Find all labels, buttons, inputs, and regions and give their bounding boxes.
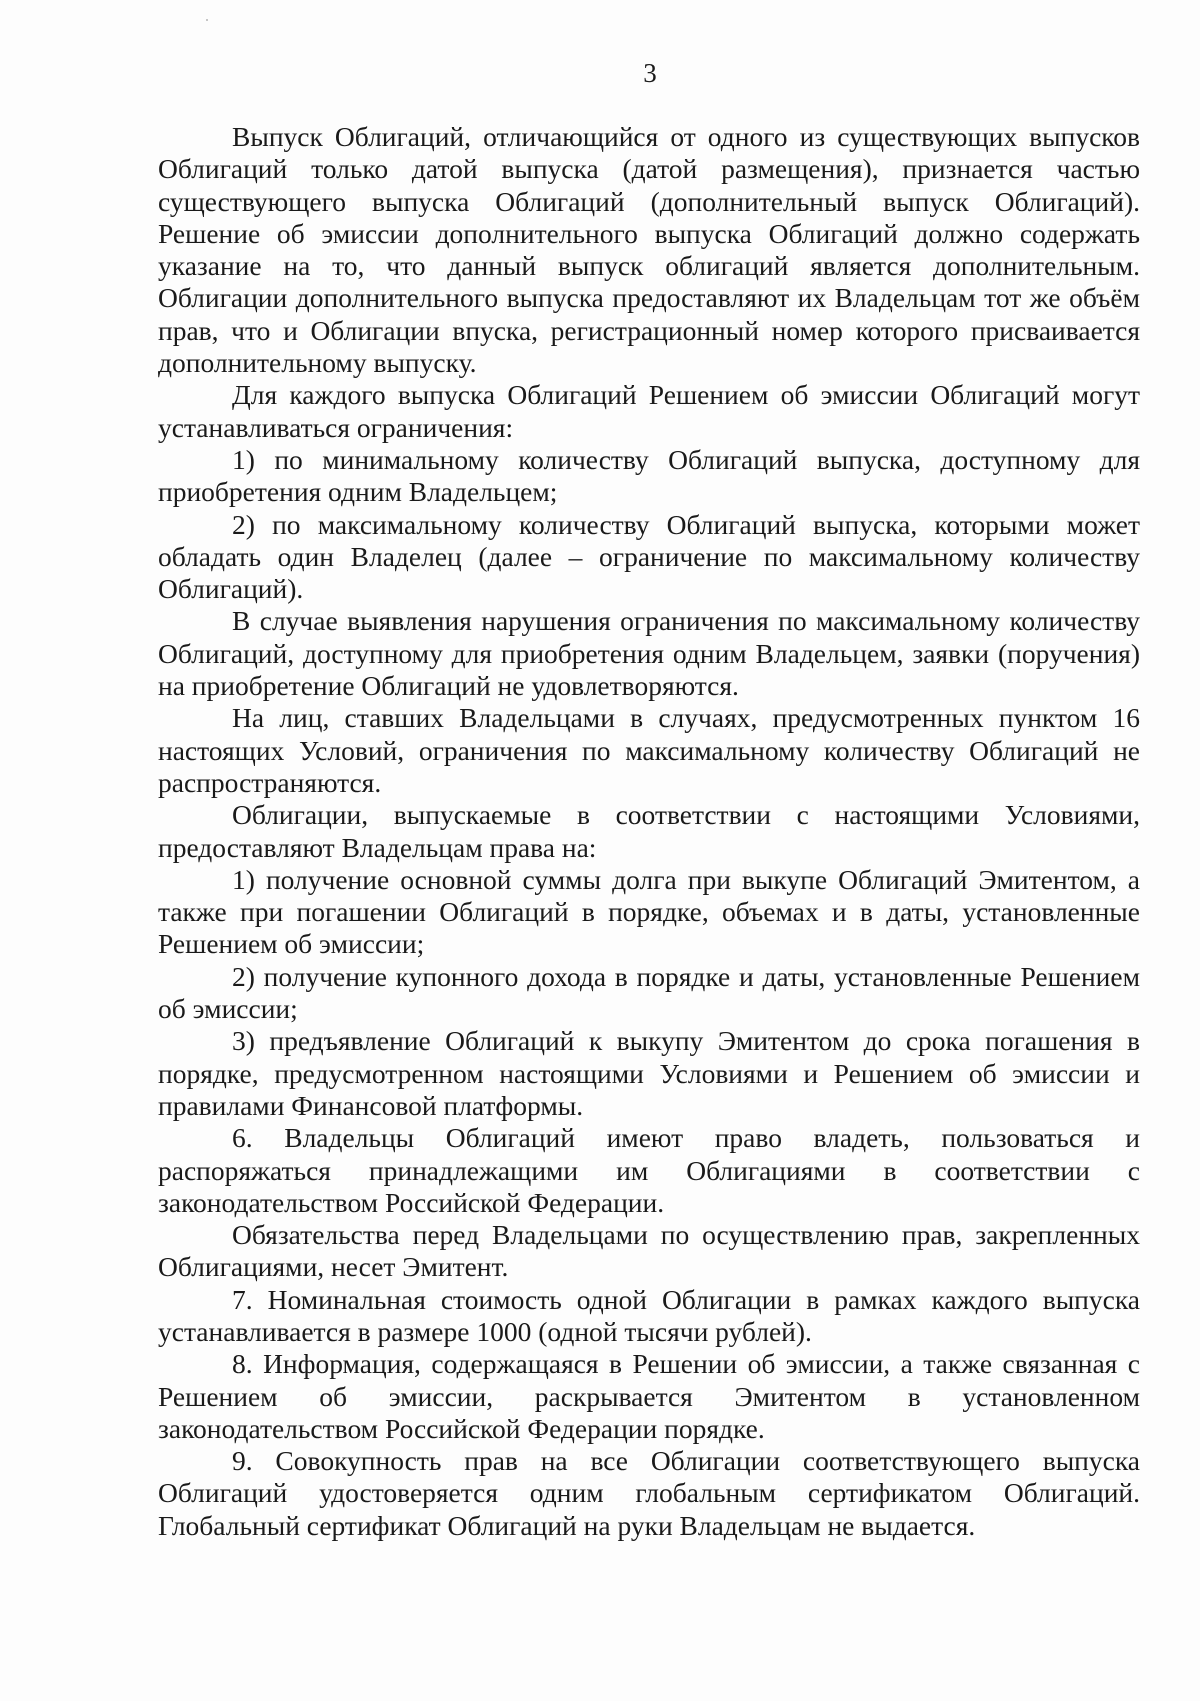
paragraph-restrictions-intro: Для каждого выпуска Облигаций Решением об эмиссии Облигаций могут устанавливаться ограничения:: [158, 379, 1140, 443]
paragraph-violation: В случае выявления нарушения ограничения по максимальному количеству Облигаций, доступному для приобретения одним Владельцем, заявки (поручения) на приобретение Облигаций не удовлетворяются.: [158, 605, 1140, 702]
page-number: 3: [643, 58, 657, 88]
list-item-right-coupon: 2) получение купонного дохода в порядке и даты, установленные Решением об эмиссии;: [158, 960, 1140, 1025]
list-item-restriction-min: 1) по минимальному количеству Облигаций выпуска, доступному для приобретения одним Владельцем;: [158, 443, 1140, 508]
list-item-right-principal: 1) получение основной суммы долга при выкупе Облигаций Эмитентом, а также при погашении Облигаций в порядке, объемах и в даты, установленные Решением об эмиссии;: [158, 863, 1140, 960]
document-body: [158, 121, 1140, 1542]
paragraph-section-9: 9. Совокупность прав на все Облигации соответствующего выпуска Облигаций удостоверяется одним глобальным сертификатом Облигаций. Глобальный сертификат Облигаций на руки Владельцам не выдается.: [158, 1445, 1140, 1541]
paragraph-section-7: 7. Номинальная стоимость одной Облигации в рамках каждого выпуска устанавливается в размере 1000 (одной тысячи рублей).: [158, 1283, 1140, 1347]
paragraph-rights-intro: Облигации, выпускаемые в соответствии с настоящими Условиями, предоставляют Владельцам права на:: [158, 799, 1140, 863]
paragraph-additional-issue: Выпуск Облигаций, отличающийся от одного из существующих выпусков Облигаций только датой выпуска (датой размещения), признается частью существующего выпуска Облигаций (дополнительный выпуск Облигаций). Решение об эмиссии дополнительного выпуска Облигаций должно содержать указание на то, что данный выпуск облигаций является дополнительным. Облигации дополнительного выпуска предоставляют их Владельцам тот же объём прав, что и Облигации впуска, регистрационный номер которого присваивается дополнительному выпуску.: [158, 121, 1140, 379]
paragraph-section-8: 8. Информация, содержащаяся в Решении об эмиссии, а также связанная с Решением об эмиссии, раскрывается Эмитентом в установленном законодательством Российской Федерации порядке.: [158, 1348, 1140, 1444]
paragraph-obligations: Обязательства перед Владельцами по осуществлению прав, закрепленных Облигациями, несет Эмитент.: [158, 1219, 1140, 1283]
list-item-restriction-max: 2) по максимальному количеству Облигаций выпуска, которыми может обладать один Владелец (далее – ограничение по максимальному количеству Облигаций).: [158, 508, 1140, 605]
paragraph-section-6: 6. Владельцы Облигаций имеют право владеть, пользоваться и распоряжаться принадлежащими им Облигациями в соответствии с законодательством Российской Федерации.: [158, 1122, 1140, 1218]
list-item-right-buyback: 3) предъявление Облигаций к выкупу Эмитентом до срока погашения в порядке, предусмотренном настоящими Условиями и Решением об эмиссии и правилами Финансовой платформы.: [158, 1025, 1140, 1121]
scan-speck: [206, 19, 208, 21]
paragraph-exemption: На лиц, ставших Владельцами в случаях, предусмотренных пунктом 16 настоящих Условий, ограничения по максимальному количеству Облигаций не распространяются.: [158, 702, 1140, 798]
